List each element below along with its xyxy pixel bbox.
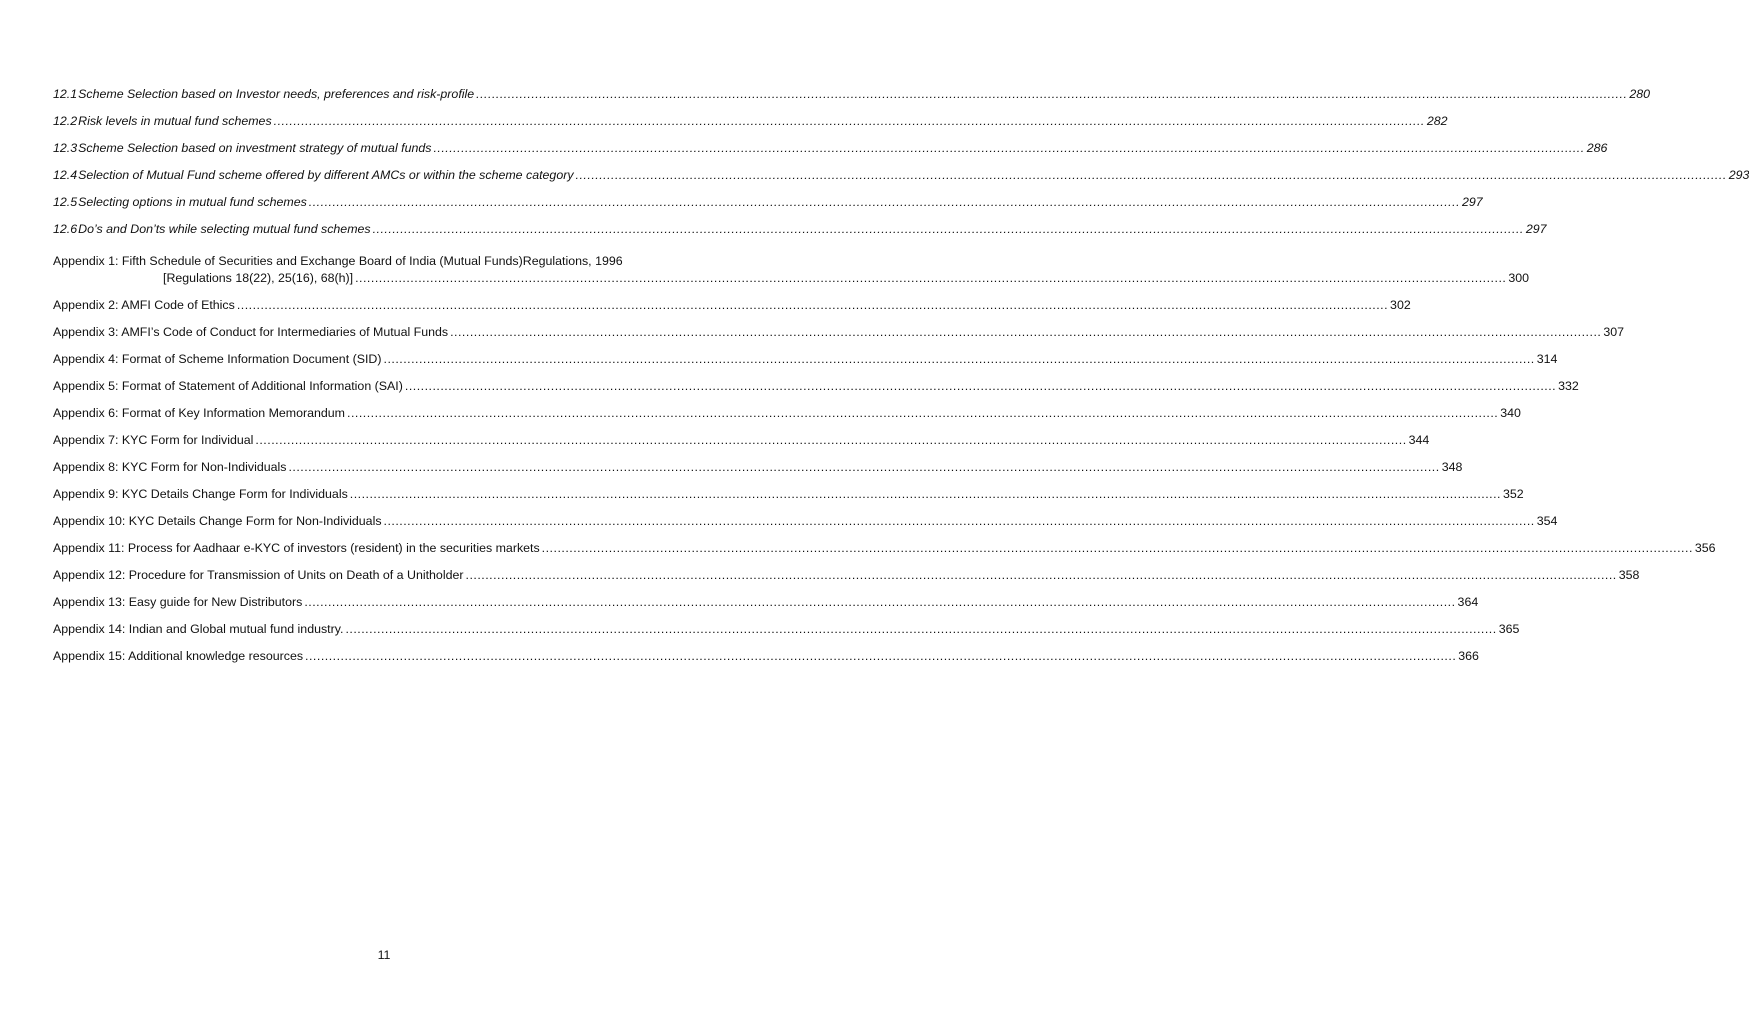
toc-entry-12-2 <box>53 113 1448 140</box>
toc-entry-page: 307 <box>1603 325 1625 339</box>
table-of-contents <box>53 86 1749 675</box>
toc-entry-appendix-15 <box>53 648 1479 675</box>
toc-entry-appendix-13 <box>53 594 1479 621</box>
toc-leader-dots <box>304 594 1455 611</box>
toc-entry-page: 302 <box>1390 298 1411 312</box>
toc-entry-title: Appendix 6: Format of Key Information Memorandum <box>53 406 346 420</box>
toc-entry-appendix-5 <box>53 378 1579 405</box>
toc-entry-appendix-10 <box>53 513 1558 540</box>
toc-leader-dots <box>476 86 1627 103</box>
toc-entry-appendix-6 <box>53 405 1521 432</box>
toc-leader-dots <box>384 513 1535 530</box>
toc-entry-title: Selection of Mutual Fund scheme offered by different AMCs or within the scheme category <box>78 168 574 182</box>
toc-entry-number: 12.1 <box>53 87 78 101</box>
toc-entry-page: 352 <box>1503 487 1524 501</box>
toc-entry-title: Appendix 5: Format of Statement of Additional Information (SAI) <box>53 379 403 393</box>
toc-entry-page: 365 <box>1498 622 1520 636</box>
toc-entry-page: 340 <box>1500 406 1521 420</box>
toc-entry-page: 344 <box>1408 433 1430 447</box>
toc-entry-appendix-1 <box>53 253 1530 287</box>
toc-entry-number: 12.2 <box>53 114 78 128</box>
toc-entry-title: Appendix 9: KYC Details Change Form for Individuals <box>53 487 348 501</box>
toc-entry-title: Scheme Selection based on Investor needs, preferences and risk-profile <box>78 87 475 101</box>
toc-leader-dots <box>542 540 1693 557</box>
toc-leader-dots <box>373 221 1524 238</box>
toc-leader-dots <box>576 167 1727 184</box>
toc-entry-title: Scheme Selection based on investment strategy of mutual funds <box>78 141 432 155</box>
toc-entry-page: 354 <box>1536 514 1558 528</box>
toc-leader-dots <box>350 486 1501 503</box>
toc-entry-appendix-14 <box>53 621 1520 648</box>
toc-entry-appendix-3 <box>53 324 1625 351</box>
toc-entry-appendix-4 <box>53 351 1558 378</box>
toc-entry-title: Do’s and Don’ts while selecting mutual fund schemes <box>78 222 371 236</box>
toc-entry-title: Appendix 12: Procedure for Transmission of Units on Death of a Unitholder <box>53 568 464 582</box>
toc-leader-dots <box>237 297 1388 314</box>
toc-entry-title: Appendix 3: AMFI’s Code of Conduct for Intermediaries of Mutual Funds <box>53 325 449 339</box>
toc-entry-number: 12.3 <box>53 141 78 155</box>
toc-entry-title: Appendix 8: KYC Form for Non-Individuals <box>53 460 287 474</box>
toc-entry-appendix-11 <box>53 540 1716 567</box>
toc-leader-dots <box>347 405 1498 422</box>
toc-leader-dots <box>450 324 1601 341</box>
toc-entry-12-6 <box>53 221 1547 248</box>
toc-leader-dots <box>288 459 1439 476</box>
toc-entry-title: Appendix 13: Easy guide for New Distributors <box>53 595 303 609</box>
toc-leader-dots <box>384 351 1535 368</box>
toc-entry-number: 12.6 <box>53 222 78 236</box>
toc-leader-dots <box>405 378 1556 395</box>
toc-entry-subtitle: [Regulations 18(22), 25(16), 68(h)] <box>163 271 354 285</box>
toc-entry-page: 332 <box>1558 379 1579 393</box>
toc-entry-continuation <box>53 270 1530 287</box>
toc-entry-page: 286 <box>1586 141 1608 155</box>
toc-entry-page: 282 <box>1426 114 1448 128</box>
toc-leader-dots <box>309 194 1460 211</box>
toc-entry-title: Appendix 1: Fifth Schedule of Securities and Exchange Board of India (Mutual Funds)Regulations, 1996 <box>53 254 623 268</box>
toc-entry-appendix-7 <box>53 432 1430 459</box>
toc-entry-title: Appendix 14: Indian and Global mutual fund industry. <box>53 622 344 636</box>
toc-leader-dots <box>355 270 1506 287</box>
toc-entry-title: Appendix 2: AMFI Code of Ethics <box>53 298 235 312</box>
toc-entry-12-5 <box>53 194 1483 221</box>
page-number: 11 <box>377 948 391 962</box>
toc-entry-title: Appendix 7: KYC Form for Individual <box>53 433 254 447</box>
toc-leader-dots <box>345 621 1496 638</box>
toc-entry-page: 297 <box>1462 195 1483 209</box>
toc-entry-page: 356 <box>1694 541 1716 555</box>
toc-entry-title: Appendix 4: Format of Scheme Information Document (SID) <box>53 352 382 366</box>
toc-entry-page: 314 <box>1536 352 1558 366</box>
toc-entry-appendix-12 <box>53 567 1640 594</box>
toc-entry-number: 12.5 <box>53 195 78 209</box>
toc-entry-appendix-8 <box>53 459 1463 486</box>
toc-entry-title: Appendix 11: Process for Aadhaar e-KYC of investors (resident) in the securities markets <box>53 541 540 555</box>
toc-leader-dots <box>255 432 1406 449</box>
toc-leader-dots <box>433 140 1584 157</box>
toc-leader-dots <box>305 648 1456 665</box>
toc-entry-appendix-9 <box>53 486 1524 513</box>
toc-leader-dots <box>274 113 1425 130</box>
toc-entry-title: Appendix 15: Additional knowledge resources <box>53 649 304 663</box>
toc-entry-12-3 <box>53 140 1608 167</box>
toc-entry-title: Risk levels in mutual fund schemes <box>78 114 272 128</box>
toc-entry-12-1 <box>53 86 1651 113</box>
toc-entry-appendix-2 <box>53 297 1411 324</box>
toc-entry-page: 297 <box>1525 222 1547 236</box>
toc-entry-title: Appendix 10: KYC Details Change Form for Non-Individuals <box>53 514 382 528</box>
toc-entry-page: 293 <box>1728 168 1749 182</box>
toc-leader-dots <box>466 567 1617 584</box>
toc-entry-page: 364 <box>1457 595 1479 609</box>
toc-entry-12-4 <box>53 167 1749 194</box>
toc-entry-title: Selecting options in mutual fund schemes <box>78 195 307 209</box>
toc-entry-number: 12.4 <box>53 168 78 182</box>
toc-entry-page: 300 <box>1508 271 1530 285</box>
toc-entry-page: 280 <box>1629 87 1651 101</box>
toc-entry-page: 348 <box>1441 460 1463 474</box>
toc-entry-page: 366 <box>1458 649 1479 663</box>
toc-entry-page: 358 <box>1618 568 1640 582</box>
